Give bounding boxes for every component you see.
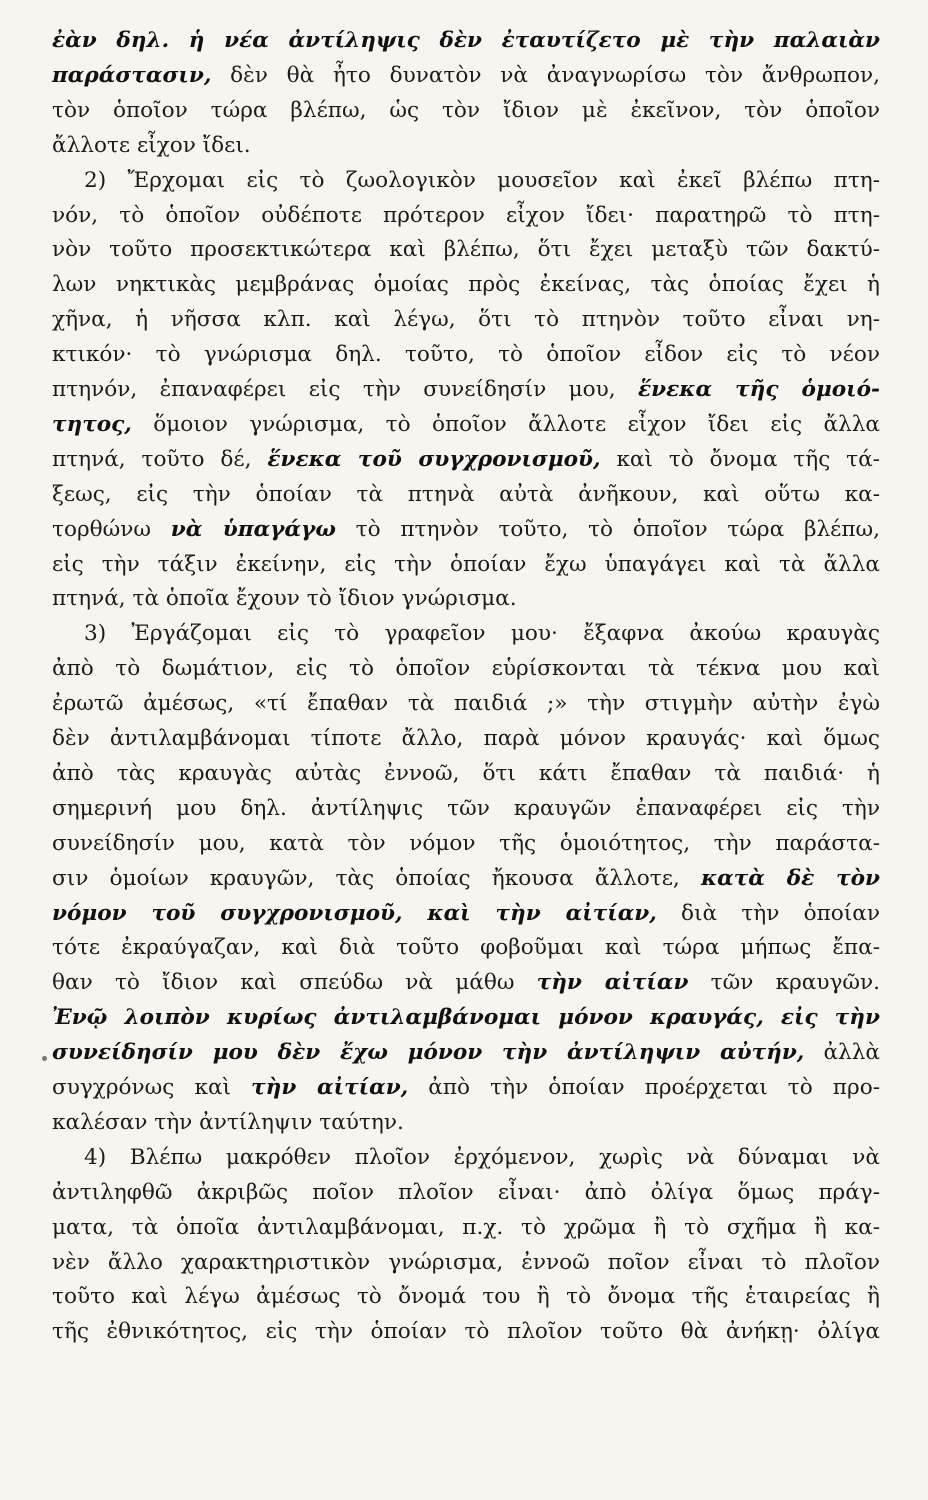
text-line (0, 59, 928, 93)
emphasis-text: νόμον τοῦ συγχρονισμοῦ, καὶ τὴν αἰτίαν, (52, 901, 657, 926)
body-text: εἰς τὴν τάξιν ἐκείνην, εἰς τὴν ὁποίαν ἔχω ὑπαγάγει καὶ τὰ ἄλλα (52, 552, 880, 577)
emphasis-text: ἕνεκα τῆς ὁμοιό- (638, 377, 880, 402)
body-text: καὶ τὸ ὄνομα τῆς τά- (600, 447, 880, 472)
text-line (0, 443, 928, 477)
text-line (0, 233, 928, 267)
emphasis-text: τὴν αἰτίαν, (251, 1075, 409, 1100)
line-content (52, 1176, 880, 1210)
text-line (0, 548, 928, 582)
text-line (0, 757, 928, 791)
body-text: τοῦτο καὶ λέγω ἀμέσως τὸ ὄνομά του ἢ τὸ ὄνομα τῆς ἑταιρείας ἢ (52, 1284, 880, 1309)
text-line (0, 897, 928, 931)
line-content (52, 1071, 880, 1105)
emphasis-text: τητος, (52, 412, 132, 437)
emphasis-text: κατὰ δὲ τὸν (700, 866, 880, 891)
body-text: τὸ πτηνὸν τοῦτο, τὸ ὁποῖον τώρα βλέπω, (335, 517, 880, 542)
text-line (0, 478, 928, 512)
text-line (0, 164, 928, 198)
body-text: δὲν ἀντιλαμβάνομαι τίποτε ἄλλο, παρὰ μόνον κραυγάς· καὶ ὅμως (52, 726, 880, 751)
text-line (0, 303, 928, 337)
body-text: πτηνά, τὰ ὁποῖα ἔχουν τὸ ἴδιον γνώρισμα. (52, 586, 517, 611)
text-line (0, 1280, 928, 1314)
text-line (0, 827, 928, 861)
text-line (0, 268, 928, 302)
body-text: χῆνα, ἡ νῆσσα κλπ. καὶ λέγω, ὅτι τὸ πτηνὸν τοῦτο εἶναι νη- (52, 307, 880, 332)
body-text: πτηνά, τοῦτο δέ, (52, 447, 268, 472)
text-line (0, 617, 928, 651)
body-text: τορθώνω (52, 517, 171, 542)
body-text: σημερινή μου δηλ. ἀντίληψις τῶν κραυγῶν ἐπαναφέρει εἰς τὴν (52, 796, 880, 821)
line-content (52, 652, 880, 686)
emphasis-text: τὴν αἰτίαν (536, 970, 689, 995)
line-content (52, 443, 880, 477)
body-text: 2) Ἔρχομαι εἰς τὸ ζωολογικὸν μουσεῖον καὶ ἐκεῖ βλέπω πτη- (84, 168, 880, 193)
line-content (52, 757, 880, 791)
text-line (0, 338, 928, 372)
text-line (0, 1036, 928, 1070)
text-line (0, 1176, 928, 1210)
body-text: ξεως, εἰς τὴν ὁποίαν τὰ πτηνὰ αὐτὰ ἀνῆκουν, καὶ οὕτω κα- (52, 482, 880, 507)
line-content (52, 1280, 880, 1314)
text-line (0, 1141, 928, 1175)
line-content (52, 1106, 404, 1140)
text-line (0, 652, 928, 686)
body-text: ἀπὸ τὸ δωμάτιον, εἰς τὸ ὁποῖον εὑρίσκονται τὰ τέκνα μου καὶ (52, 656, 880, 681)
body-text: κτικόν· τὸ γνώρισμα δηλ. τοῦτο, τὸ ὁποῖον εἶδον εἰς τὸ νέον (52, 342, 880, 367)
body-text: ἀπὸ τὴν ὁποίαν προέρχεται τὸ προ- (408, 1075, 880, 1100)
line-content (52, 268, 880, 302)
line-content (52, 129, 251, 163)
line-content (84, 164, 880, 198)
body-text: τὸν ὁποῖον τώρα βλέπω, ὡς τὸν ἴδιον μὲ ἐκεῖνον, τὸν ὁποῖον (52, 98, 880, 123)
text-line (0, 966, 928, 1000)
line-content (52, 24, 880, 58)
line-content (52, 59, 880, 93)
emphasis-text: συνείδησίν μου δὲν ἔχω μόνον τὴν ἀντίληψιν αὐτήν, (52, 1040, 805, 1065)
body-text: ἄλλοτε εἶχον ἴδει. (52, 133, 251, 158)
text-line (0, 513, 928, 547)
line-content (52, 1246, 880, 1280)
body-text: τῆς ἐθνικότητος, εἰς τὴν ὁποίαν τὸ πλοῖον τοῦτο θὰ ἀνήκῃ· ὀλίγα (52, 1319, 880, 1344)
text-line (0, 931, 928, 965)
line-content (52, 931, 880, 965)
text-line (0, 792, 928, 826)
line-content (52, 408, 880, 442)
body-text: ἀλλὰ (804, 1040, 880, 1065)
line-content (52, 1001, 880, 1035)
text-line (0, 1211, 928, 1245)
line-content (52, 966, 880, 1000)
body-text: σιν ὁμοίων κραυγῶν, τὰς ὁποίας ἤκουσα ἄλλοτε, (52, 866, 701, 891)
line-content (52, 94, 880, 128)
line-content (52, 478, 880, 512)
text-line (0, 94, 928, 128)
line-content (52, 548, 880, 582)
text-line (0, 408, 928, 442)
text-line (0, 1106, 928, 1140)
body-text: 4) Βλέπω μακρόθεν πλοῖον ἐρχόμενον, χωρὶς νὰ δύναμαι νὰ (84, 1145, 880, 1170)
line-content (52, 827, 880, 861)
body-text: τότε ἐκραύγαζαν, καὶ διὰ τοῦτο φοβοῦμαι καὶ τώρα μήπως ἔπα- (52, 935, 880, 960)
body-text: ματα, τὰ ὁποῖα ἀντιλαμβάνομαι, π.χ. τὸ χρῶμα ἢ τὸ σχῆμα ἢ κα- (52, 1215, 880, 1240)
body-text: πτηνόν, ἐπαναφέρει εἰς τὴν συνείδησίν μου, (52, 377, 639, 402)
text-line (0, 129, 928, 163)
body-text: καλέσαν τὴν ἀντίληψιν ταύτην. (52, 1110, 404, 1135)
line-content (52, 1315, 880, 1349)
body-text: ἐρωτῶ ἀμέσως, «τί ἔπαθαν τὰ παιδιά ;» τὴν στιγμὴν αὐτὴν ἐγὼ (52, 691, 880, 716)
line-content (84, 617, 880, 651)
body-text: λων νηκτικὰς μεμβράνας ὁμοίας πρὸς ἐκείνας, τὰς ὁποίας ἔχει ἡ (52, 272, 880, 297)
body-text: 3) Ἐργάζομαι εἰς τὸ γραφεῖον μου· ἔξαφνα ἀκούω κραυγὰς (84, 621, 880, 646)
line-content (52, 687, 880, 721)
body-text: συγχρόνως καὶ (52, 1075, 252, 1100)
emphasis-text: παράστασιν, (52, 63, 212, 88)
line-content (84, 1141, 880, 1175)
line-content (52, 792, 880, 826)
line-content (52, 1211, 880, 1245)
body-text: ὅμοιον γνώρισμα, τὸ ὁποῖον ἄλλοτε εἶχον ἴδει εἰς ἄλλα (131, 412, 880, 437)
text-line (0, 373, 928, 407)
body-text: διὰ τὴν ὁποίαν (656, 901, 880, 926)
emphasis-text: ἕνεκα τοῦ συγχρονισμοῦ, (267, 447, 601, 472)
text-line (0, 722, 928, 756)
line-content (52, 862, 880, 896)
body-text: δὲν θὰ ἦτο δυνατὸν νὰ ἀναγνωρίσω τὸν ἄνθρωπον, (211, 63, 880, 88)
body-text: νόν, τὸ ὁποῖον οὐδέποτε πρότερον εἶχον ἴδει· παρατηρῶ τὸ πτη- (52, 203, 880, 228)
emphasis-text: Ἐνῷ λοιπὸν κυρίως ἀντιλαμβάνομαι μόνον κραυγάς, εἰς τὴν (52, 1005, 880, 1030)
line-content (52, 897, 880, 931)
line-content (52, 338, 880, 372)
emphasis-text: νὰ ὑπαγάγω (170, 517, 336, 542)
body-text: θαν τὸ ἴδιον καὶ σπεύδω νὰ μάθω (52, 970, 537, 995)
emphasis-text: ἐὰν δηλ. ἡ νέα ἀντίληψις δὲν ἐταυτίζετο μὲ τὴν παλαιὰν (52, 28, 880, 53)
body-text: νὲν ἄλλο χαρακτηριστικὸν γνώρισμα, ἐννοῶ ποῖον εἶναι τὸ πλοῖον (52, 1250, 880, 1275)
line-content (52, 373, 880, 407)
text-line (0, 1246, 928, 1280)
body-text: ἀπὸ τὰς κραυγὰς αὐτὰς ἐννοῶ, ὅτι κάτι ἔπαθαν τὰ παιδιά· ἡ (52, 761, 880, 786)
line-content (52, 722, 880, 756)
text-line (0, 1315, 928, 1349)
text-line (0, 199, 928, 233)
body-text: τῶν κραυγῶν. (688, 970, 880, 995)
line-content (52, 582, 517, 616)
text-line (0, 24, 928, 58)
body-text: νὸν τοῦτο προσεκτικώτερα καὶ βλέπω, ὅτι ἔχει μεταξὺ τῶν δακτύ- (52, 237, 880, 262)
text-line (0, 582, 928, 616)
text-line (0, 862, 928, 896)
line-content (52, 303, 880, 337)
line-content (52, 233, 880, 267)
text-line (0, 687, 928, 721)
text-line (0, 1071, 928, 1105)
body-text: ἀντιληφθῶ ἀκριβῶς ποῖον πλοῖον εἶναι· ἀπὸ ὀλίγα ὅμως πράγ- (52, 1180, 880, 1205)
line-content (52, 513, 880, 547)
body-text: συνείδησίν μου, κατὰ τὸν νόμον τῆς ὁμοιότητος, τὴν παράστα- (52, 831, 880, 856)
text-line (0, 1001, 928, 1035)
line-content (52, 199, 880, 233)
line-content (52, 1036, 880, 1070)
